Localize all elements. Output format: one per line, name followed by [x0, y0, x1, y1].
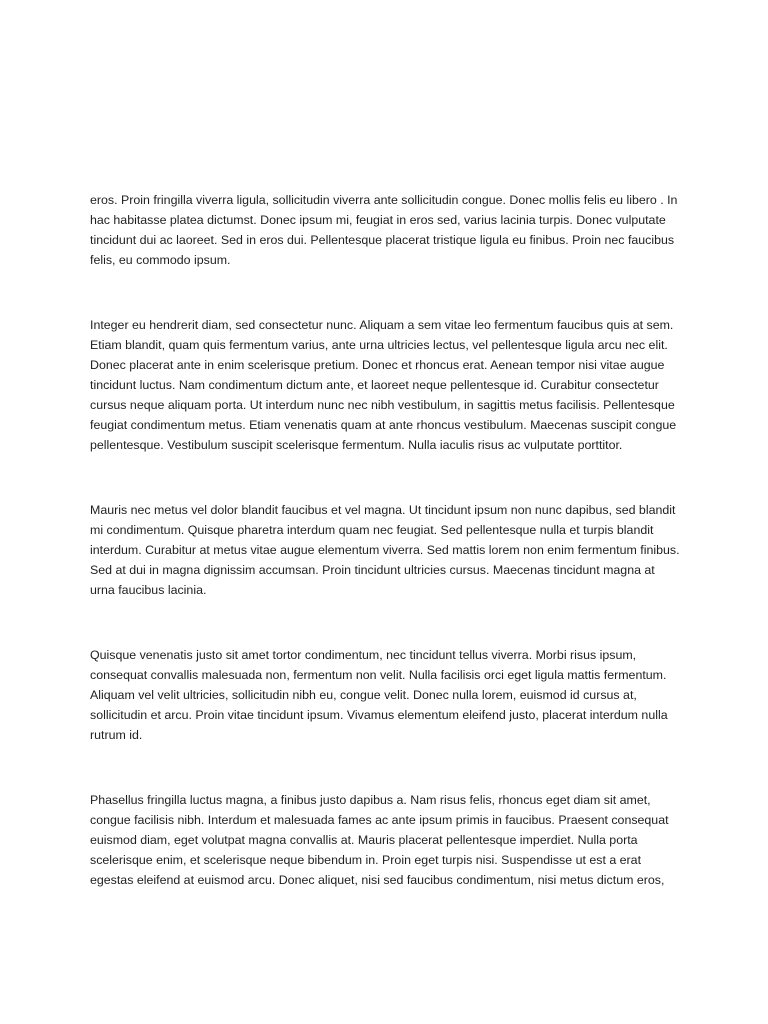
paragraph-4: Quisque venenatis justo sit amet tortor condimentum, nec tincidunt tellus viverra. Morbi risus ipsum, consequat convallis malesuada non, fermentum non velit. Nulla facilisis orci eget ligula mattis fermentum. Aliquam vel velit ultricies, sollicitudin nibh eu, congue velit. Donec nulla lorem, euismod id cursus at, sollicitudin et arcu. Proin vitae tincidunt ipsum. Vivamus elementum eleifend justo, placerat interdum nulla rutrum id.: [90, 648, 668, 742]
paragraph-2: Integer eu hendrerit diam, sed consectetur nunc. Aliquam a sem vitae leo fermentum faucibus quis at sem. Etiam blandit, quam quis fermentum varius, ante urna ultricies lectus, vel pellentesque ligula arcu nec elit. Donec placerat ante in enim scelerisque pretium. Donec et rhoncus erat. Aenean tempor nisi vitae augue tincidunt luctus. Nam condimentum dictum ante, et laoreet neque pellentesque id. Curabitur consectetur cursus neque aliquam porta. Ut interdum nunc nec nibh vestibulum, in sagittis metus facilisis. Pellentesque feugiat condimentum metus. Etiam venenatis quam at ante rhoncus vestibulum. Maecenas suscipit congue pellentesque. Vestibulum suscipit scelerisque fermentum. Nulla iaculis risus ac vulputate porttitor.: [90, 318, 677, 452]
paragraph-3: Mauris nec metus vel dolor blandit faucibus et vel magna. Ut tincidunt ipsum non nunc dapibus, sed blandit mi condimentum. Quisque pharetra interdum quam nec feugiat. Sed pellentesque nulla et turpis blandit interdum. Curabitur at metus vitae augue elementum viverra. Sed mattis lorem non enim fermentum finibus. Sed at dui in magna dignissim accumsan. Proin tincidunt ultricies cursus. Maecenas tincidunt magna at urna faucibus lacinia.: [90, 503, 680, 597]
paragraph-5: Phasellus fringilla luctus magna, a finibus justo dapibus a. Nam risus felis, rhoncus eget diam sit amet, congue facilisis nibh. Interdum et malesuada fames ac ante ipsum primis in faucibus. Praesent consequat euismod diam, eget volutpat magna convallis at. Mauris placerat pellentesque imperdiet. Nulla porta scelerisque enim, et scelerisque neque bibendum in. Proin eget turpis nisi. Suspendisse ut est a erat egestas eleifend at euismod arcu. Donec aliquet, nisi sed faucibus condimentum, nisi metus dictum eros,: [90, 793, 669, 887]
paragraph-1: eros. Proin fringilla viverra ligula, sollicitudin viverra ante sollicitudin congue. Donec mollis felis eu libero . In hac habitasse platea dictumst. Donec ipsum mi, feugiat in eros sed, varius lacinia turpis. Donec vulputate tincidunt dui ac laoreet. Sed in eros dui. Pellentesque placerat tristique ligula eu finibus. Proin nec faucibus felis, eu commodo ipsum.: [90, 193, 678, 267]
document-body: [90, 190, 680, 890]
